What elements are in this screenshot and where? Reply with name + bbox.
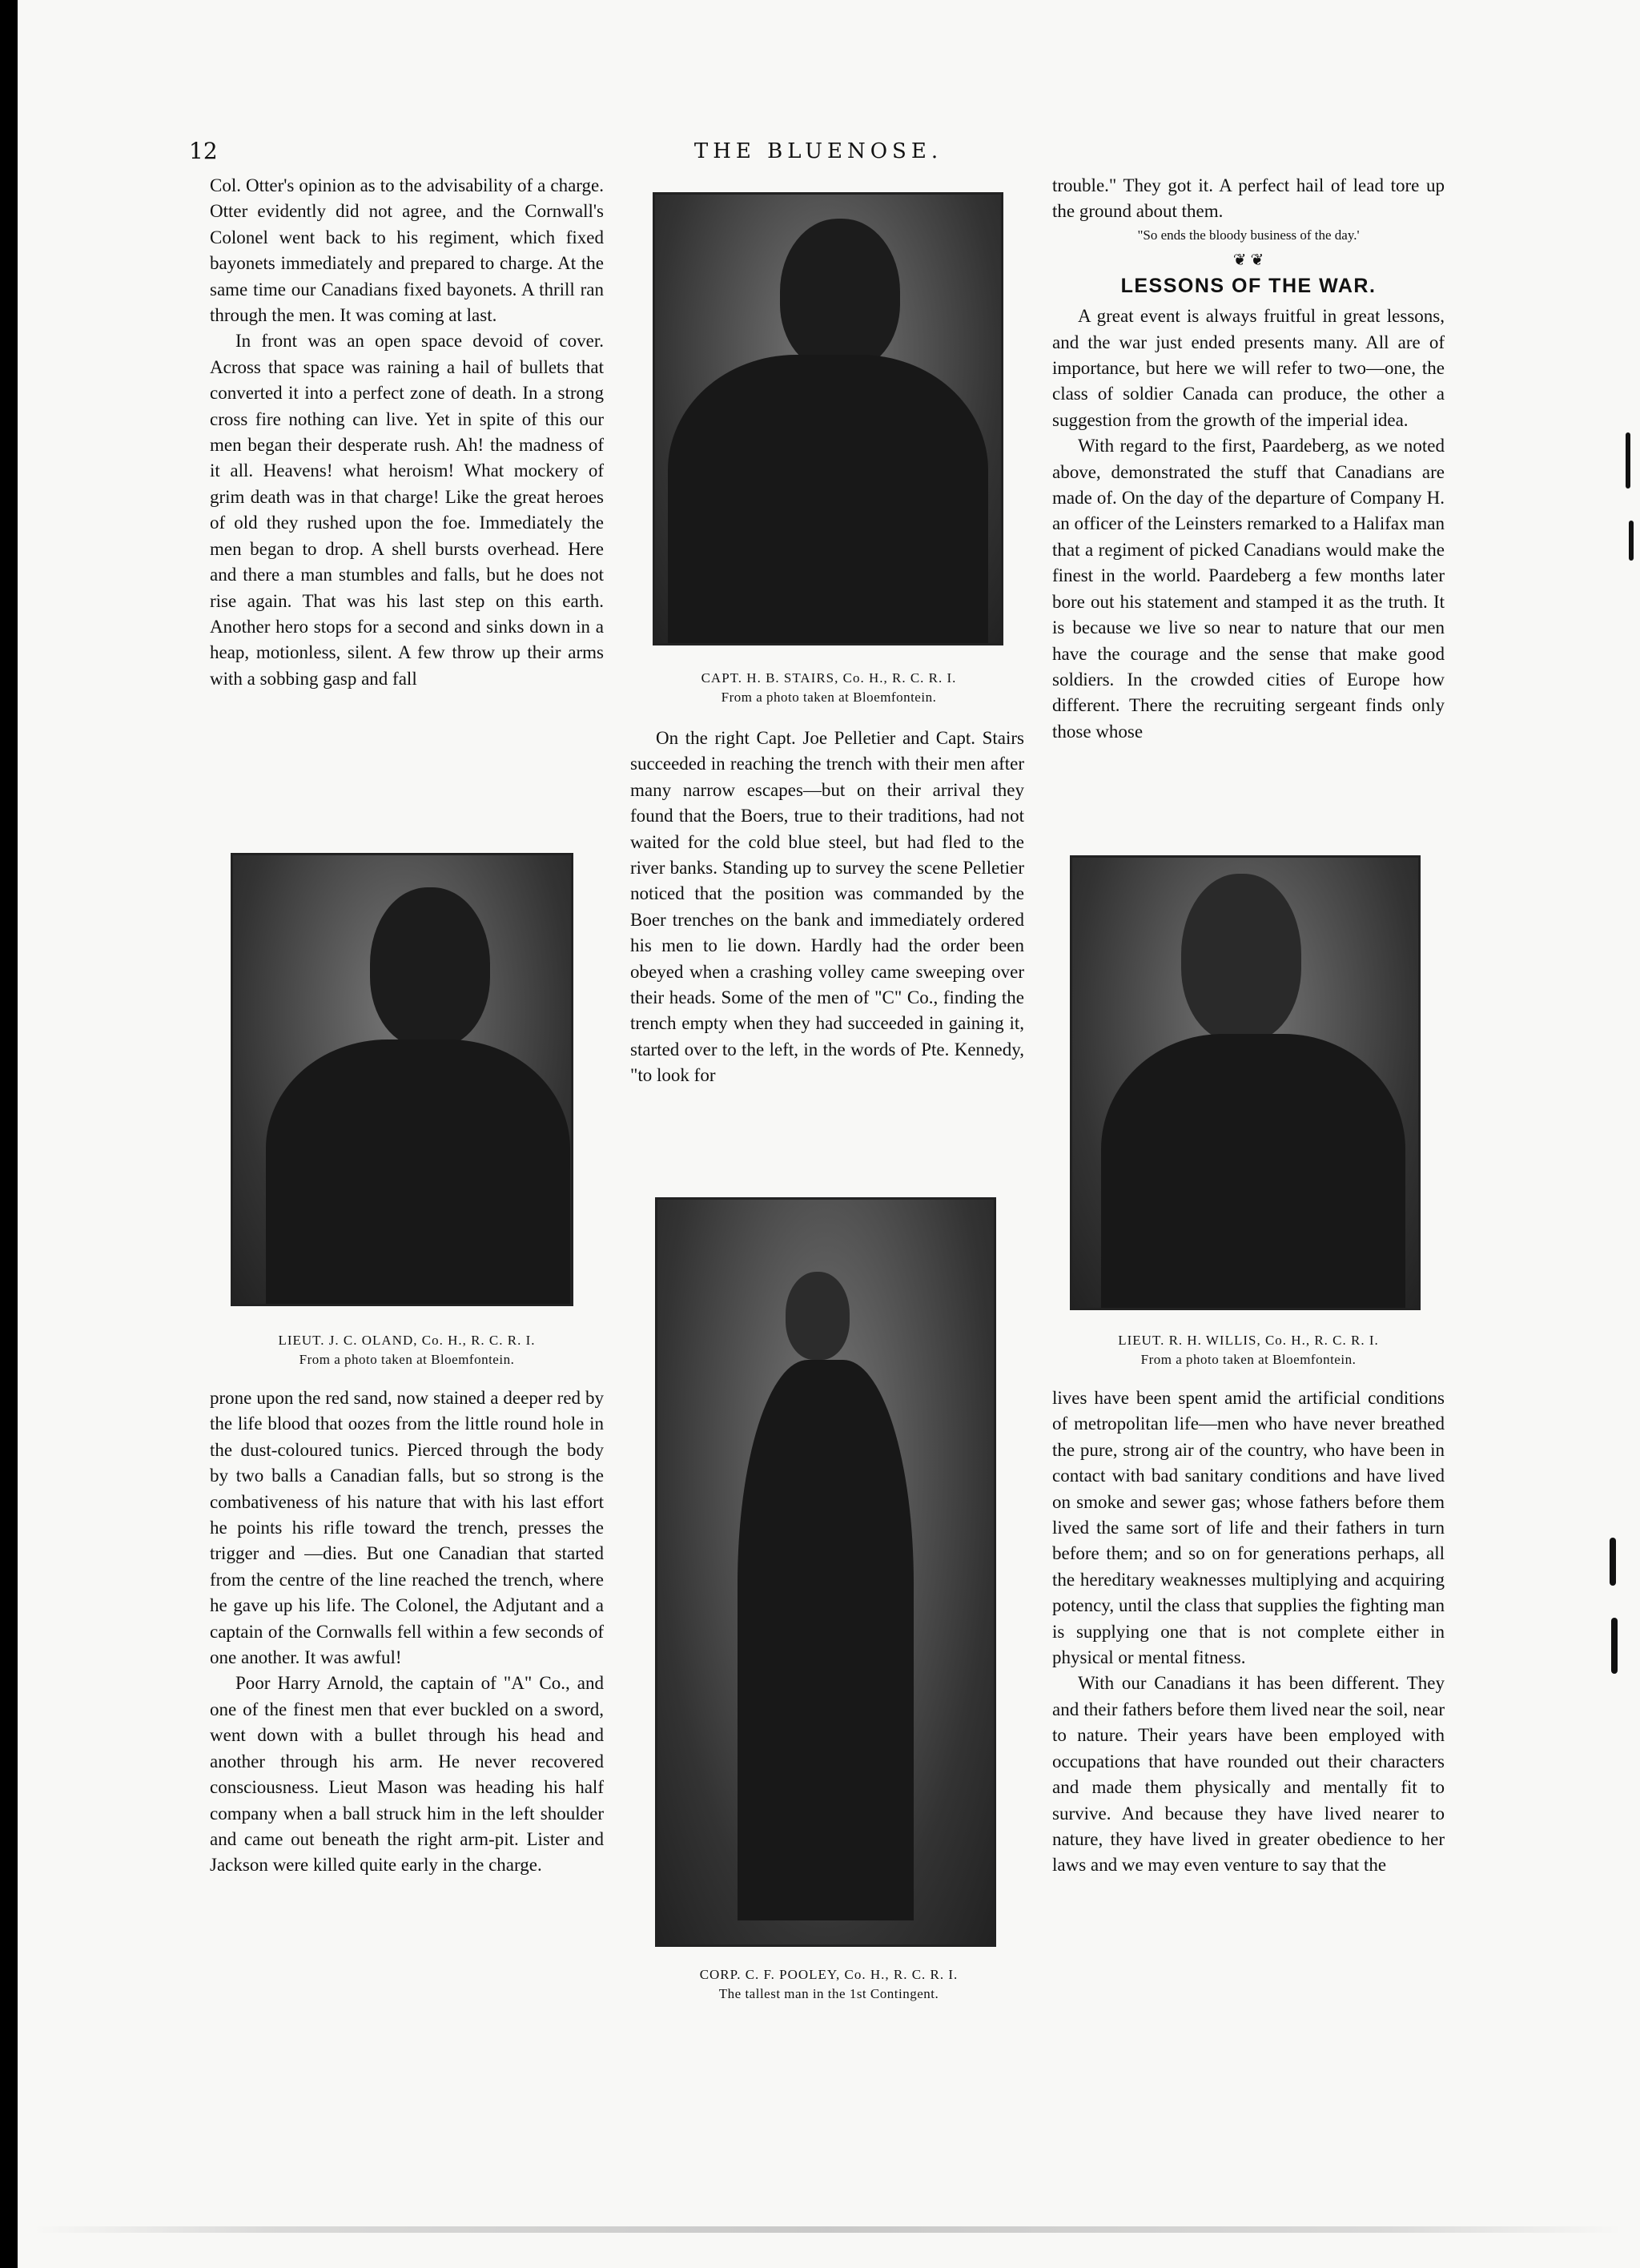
caption-oland <box>210 1331 604 1369</box>
caption-name: LIEUT. R. H. WILLIS, Co. H., R. C. R. I. <box>1118 1333 1379 1348</box>
scan-left-edge <box>0 0 18 2268</box>
paragraph: Col. Otter's opinion as to the advisability of a charge. Otter evidently did not agree, and the Cornwall's Colonel went back to his regiment, which fixed bayonets immediately and prepared to charge. At the same time our Canadians fixed bayonets. A thrill ran through the men. It was coming at last. <box>210 175 604 326</box>
caption-name: LIEUT. J. C. OLAND, Co. H., R. C. R. I. <box>278 1333 536 1348</box>
scan-bottom-edge <box>32 2226 1622 2233</box>
paragraph: prone upon the red sand, now stained a deeper red by the life blood that oozes from the little round hole in the dust-coloured tunics. Pierced through the body by two balls a Canadian falls, but so strong is the combativeness of his nature that with his last effort he points his rifle toward the trench, presses the trigger and —dies. But one Canadian that started from the centre of the line reached the trench, where he gave up his life. The Colonel, the Adjutant and a captain of the Cornwalls fell within a few seconds of one another. It was awful! <box>210 1388 604 1668</box>
scan-mark <box>1626 432 1630 489</box>
paragraph: Poor Harry Arnold, the captain of "A" Co., and one of the finest men that ever buckled on a sword, went down with a bullet through his head and another through his arm. He never recovered consciousness. Lieut Mason was heading his half company when a ball struck him in the left shoulder and came out beneath the right arm-pit. Lister and Jackson were killed quite early in the charge. <box>210 1673 604 1876</box>
portrait-photo-willis <box>1070 855 1421 1310</box>
caption-willis <box>1052 1331 1445 1369</box>
column-3-top <box>1052 173 1445 745</box>
scan-mark <box>1629 521 1634 561</box>
caption-note: From a photo taken at Bloemfontein. <box>721 690 937 705</box>
column-1-top <box>210 173 604 830</box>
paragraph: A great event is always fruitful in great lessons, and the war just ended presents many. All are of importance, but here we will refer to two—one, the class of soldier Canada can produce, the other a suggestion from the growth of the imperial idea. <box>1052 306 1445 430</box>
paragraph: With our Canadians it has been different. They and their fathers before them lived near the soil, near to nature. Their years have been employed with occupations that have rounded out their characters and made them physically and mentally fit to survive. And because they have lived nearer to nature, they have lived in greater obedience to her laws and we may even venture to say that the <box>1052 1673 1445 1876</box>
page-header <box>189 138 1448 170</box>
caption-stairs <box>633 669 1025 707</box>
caption-note: The tallest man in the 1st Contingent. <box>718 1986 939 2001</box>
caption-note: From a photo taken at Bloemfontein. <box>299 1352 515 1367</box>
closing-quote: "So ends the bloody business of the day.' <box>1137 227 1360 243</box>
column-1-bottom <box>210 1385 604 1879</box>
caption-pooley <box>633 1965 1025 2004</box>
portrait-photo-oland <box>231 853 573 1306</box>
paragraph: trouble." They got it. A perfect hail of lead tore up the ground about them. <box>1052 175 1445 222</box>
caption-name: CORP. C. F. POOLEY, Co. H., R. C. R. I. <box>699 1967 959 1982</box>
column-3-bottom <box>1052 1385 1445 1879</box>
paragraph: With regard to the first, Paardeberg, as we noted above, demonstrated the stuff that Canadians are made of. On the day of the departure of Company H. an officer of the Leinsters remarked to a Halifax man that a regiment of picked Canadians would make the finest in the world. Paardeberg a few months later bore out his statement and stamped it as the truth. It is because we live so near to nature that our men have the courage and the sense that make good soldiers. In the crowded cities of Europe how different. There the recruiting sergeant finds only those whose <box>1052 436 1445 742</box>
paragraph: lives have been spent amid the artificial conditions of metropolitan life—men who have never breathed the pure, strong air of the country, who have been in contact with bad sanitary conditions and have lived on smoke and sewer gas; whose fathers before them lived the same sort of life and their fathers in turn before them; and so on for generations perhaps, all the hereditary weaknesses multiplying and acquiring potency, until the class that supplies the fighting man is supplying one that is not complete either in physical or mental fitness. <box>1052 1388 1445 1668</box>
portrait-photo-pooley <box>655 1197 996 1947</box>
caption-name: CAPT. H. B. STAIRS, Co. H., R. C. R. I. <box>701 670 957 686</box>
paragraph: On the right Capt. Joe Pelletier and Capt. Stairs succeeded in reaching the trench with their men after many narrow escapes—but on their arrival they found that the Boers, true to their traditions, had not waited for the cold blue steel, but had fled to the river banks. Standing up to survey the scene Pelletier noticed that the position was commanded by the Boer trenches on the bank and immediately ordered his men to lie down. Hardly had the order been obeyed when a crashing volley came sweeping over their heads. Some of the men of "C" Co., finding the trench empty when they had succeeded in gaining it, started over to the left, in the words of Pte. Kennedy, "to look for <box>630 728 1024 1086</box>
ornament-glyph: ❦ ❦ <box>1232 251 1264 269</box>
page-number: 12 <box>189 138 218 164</box>
caption-note: From a photo taken at Bloemfontein. <box>1140 1352 1357 1367</box>
scan-mark <box>1611 1618 1618 1674</box>
running-title: THE BLUENOSE. <box>693 139 943 163</box>
paragraph: In front was an open space devoid of cover. Across that space was raining a hail of bullets that converted it into a perfect zone of death. In a strong cross fire nothing can live. Yet in spite of this our men began their desperate rush. Ah! the madness of it all. Heavens! what heroism! What mockery of grim death was in that charge! Like the great heroes of old they rushed upon the foe. Immediately the men began to drop. A shell bursts overhead. Here and there a man stumbles and falls, but he does not rise again. That was his last step on this earth. Another hero stops for a second and sinks down in a heap, motionless, silent. A few throw up their arms with a sobbing gasp and fall <box>210 331 604 689</box>
column-2-middle <box>630 726 1024 1174</box>
portrait-photo-stairs <box>653 192 1003 645</box>
scan-mark <box>1610 1538 1616 1586</box>
section-heading: LESSONS OF THE WAR. <box>1120 274 1377 297</box>
